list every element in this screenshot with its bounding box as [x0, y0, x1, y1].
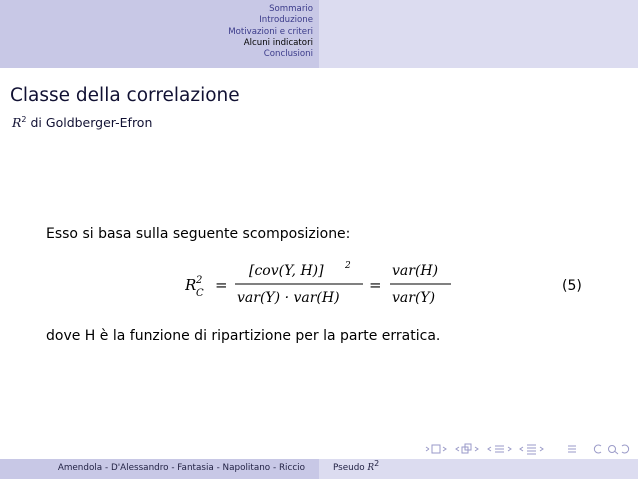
footer-title-exponent: 2 — [374, 459, 380, 469]
nav-item-conclusioni[interactable]: Conclusioni — [263, 49, 313, 60]
eq-equals-1: = — [215, 276, 228, 294]
nav-item-motivazioni[interactable]: Motivazioni e criteri — [228, 26, 313, 37]
footer-title-text: Pseudo — [333, 463, 365, 473]
nav-appendix-icon[interactable] — [566, 442, 578, 456]
subsection-navigation — [319, 0, 638, 68]
nav-document-icon[interactable] — [518, 442, 546, 456]
intro-text: Esso si basa sulla seguente scomposizione: — [46, 226, 351, 242]
nav-item-sommario[interactable]: Sommario — [269, 4, 313, 14]
nav-item-alcuni-indicatori[interactable]: Alcuni indicatori — [243, 37, 313, 48]
subtitle-text: di Goldberger-Efron — [30, 115, 153, 130]
section-list — [228, 4, 313, 60]
subtitle-exponent: 2 — [21, 114, 27, 124]
frame-title: Classe della correlazione — [10, 85, 240, 106]
eq-frac1-denominator: var(Y) · var(H) — [237, 290, 340, 306]
equation-graphic — [185, 258, 465, 308]
top-navigation-bar — [0, 0, 638, 68]
footer-title-area — [319, 459, 638, 479]
nav-subsection-icon[interactable] — [454, 442, 482, 456]
eq-frac2-denominator: var(Y) — [392, 290, 436, 306]
footer-authors-area — [0, 459, 319, 479]
footer-short-title — [333, 459, 380, 473]
nav-item-introduzione[interactable]: Introduzione — [259, 15, 313, 26]
section-navigation — [0, 0, 319, 68]
eq-frac1-numerator: [cov(Y, H)] — [249, 263, 324, 279]
nav-search-back-forward-icon[interactable] — [592, 442, 632, 456]
nav-section-icon[interactable] — [486, 442, 514, 456]
eq-lhs-sup: 2 — [196, 275, 203, 286]
nav-frame-prev-next-icon[interactable] — [424, 442, 450, 456]
footer — [0, 459, 638, 479]
conclusion-text: dove H è la funzione di ripartizione per la parte erratica. — [46, 328, 441, 344]
equation-number: (5) — [562, 278, 582, 294]
eq-frac1-numerator-sup: 2 — [345, 261, 351, 271]
eq-lhs-sub: C — [196, 288, 204, 299]
equation — [185, 258, 465, 308]
eq-lhs-symbol: R — [185, 276, 197, 294]
eq-equals-2: = — [369, 276, 382, 294]
eq-frac2-numerator: var(H) — [392, 263, 439, 279]
frame-subtitle — [12, 115, 152, 130]
subtitle-symbol: R — [12, 115, 22, 130]
footer-authors: Amendola - D'Alessandro - Fantasia - Napolitano - Riccio — [57, 463, 305, 473]
footer-title-symbol: R — [367, 463, 375, 473]
